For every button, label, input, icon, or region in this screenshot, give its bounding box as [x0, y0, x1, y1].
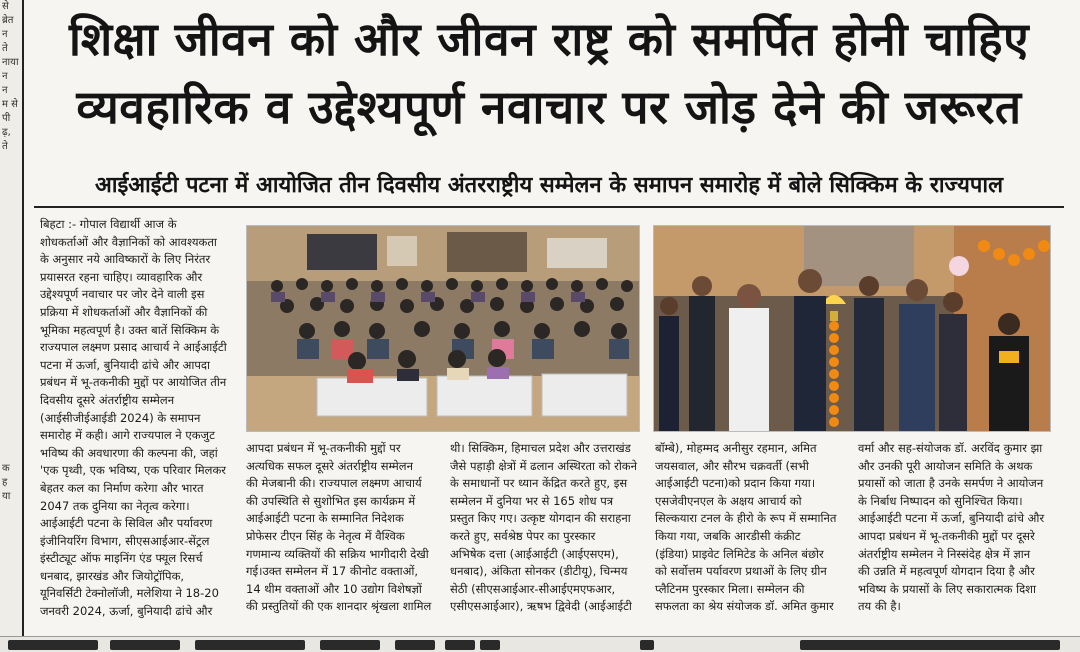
article-line: थी। सिक्किम, हिमाचल प्रदेश और उत्तराखंड: [450, 441, 631, 455]
strip-fragment: ते: [2, 43, 8, 54]
article-line: जयसवाल, और सौरभ चक्रवर्ती (सभी: [655, 458, 809, 473]
article-line: वर्मा और सह-संयोजक डॉ. अरविंद कुमार झा: [858, 441, 1043, 455]
article-line: सफलता का श्रेय संयोजक डॉ. अमित कुमार: [655, 599, 834, 614]
article-column-2: [246, 440, 441, 634]
strip-fragment: न: [2, 85, 8, 96]
strip-fragment: [2, 308, 22, 322]
strip-fragment: [2, 448, 22, 462]
article-line: शोधकर्ताओं और वैज्ञानिकों को आवश्यकता: [40, 234, 217, 249]
article-line: एसजेवीएनएल के अक्षय आचार्य को: [655, 493, 802, 508]
subheadline: आईआईटी पटना में आयोजित तीन दिवसीय अंतरराष्ट्रीय सम्मेलन के समापन समारोह में बोले सिक्किम के राज्यपाल: [95, 173, 1003, 198]
article-line: आईआईटी पटना के सम्मानित निदेशक: [246, 511, 404, 526]
headline-rule: [34, 206, 1064, 208]
article-line: प्रस्तुत किए गए। उत्कृष्ट योगदान की सराहना: [450, 511, 631, 526]
strip-fragment: न: [2, 29, 8, 40]
strip-fragment: [2, 210, 22, 224]
strip-fragment: न: [2, 71, 8, 82]
article-line: (आईसीजीईआईडी 2024) के समापन: [40, 410, 201, 425]
article-line: प्रयासों को जाता है उनके समर्पण ने आयोजन: [858, 476, 1044, 491]
article-line: बिहटा :- गोपाल विद्यार्थी आज के: [40, 217, 177, 231]
article-line: उद्देश्यपूर्ण नवाचार पर जोर देने वाली इस: [40, 287, 205, 302]
strip-fragment: ढ़,: [2, 127, 11, 138]
audience-photo: [246, 225, 640, 432]
article-line: बेहतर कल का निर्माण करेगा और भारत: [40, 480, 204, 495]
audience-photo-illustration: [247, 226, 639, 431]
strip-fragment: [2, 168, 22, 182]
article-line: भूमिका महत्वपूर्ण है। उक्त बातें सिक्किम के: [40, 322, 220, 337]
article-line: सेठी (सीएसआईआर-सीआईएमएफआर,: [450, 581, 616, 596]
article-line: धनबाद), अंकिता सोनकर (डीटीयू), चिन्मय: [450, 564, 628, 579]
strip-fragment: [2, 252, 22, 266]
lamp-lighting-illustration: [654, 226, 1050, 431]
article-line: 2047 तक दुनिया का नेतृत्व करेगा।: [40, 498, 190, 513]
strip-fragment: [2, 434, 22, 448]
article-line: अत्यधिक सफल दूसरे अंतर्राष्ट्रीय सम्मेलन: [246, 458, 413, 473]
article-line: सम्मेलन में दुनिया भर से 165 शोध पत्र: [450, 493, 614, 508]
article-line: धनबाद, झारखंड और जियोट्रॉपिक,: [40, 568, 185, 583]
article-line: आईआईटी पटना में ऊर्जा, बुनियादी ढांचे और: [858, 511, 1045, 526]
article-line: बॉम्बे), मोहम्मद अनीसुर रहमान, अमित: [655, 441, 817, 455]
article-line: गई।उक्त सम्मेलन में 17 कीनोट वक्ताओं,: [246, 564, 419, 579]
strip-fragment: [2, 280, 22, 294]
article-line: 'एक पृथ्वी, एक भविष्य, एक परिवार मिलकर: [40, 463, 227, 478]
strip-fragment: या: [2, 491, 11, 502]
strip-fragment: ब्रेत: [2, 15, 14, 26]
article-line: सिल्कयारा टनल के हीरो के रूप में सम्मानित: [655, 511, 837, 526]
article-line: एसीएसआईआर), ऋषभ द्विवेदी (आईआईटी: [450, 599, 632, 614]
article-column-4: [655, 440, 850, 634]
article-line: आईआईटी पटना)को प्रदान किया गया।: [655, 476, 816, 491]
article-line: के निर्बाध निष्पादन को सुनिश्चित किया।: [858, 493, 1023, 508]
strip-fragment: [2, 322, 22, 336]
article-line: यूनिवर्सिटी टेक्नोलॉजी, मलेशिया ने 18-20: [40, 586, 219, 601]
strip-fragment: ह: [2, 477, 8, 488]
article-line: और उनकी पूरी आयोजन समिति के अथक: [858, 458, 1033, 473]
article-line: आईआईटी पटना के सिविल और पर्यावरण: [40, 516, 213, 531]
article-line: की उन्नति में महत्वपूर्ण योगदान दिया है और: [858, 564, 1035, 579]
strip-fragment: [2, 392, 22, 406]
article-line: समारोह में कही। आगे राज्यपाल ने एकजुट: [40, 428, 215, 443]
strip-fragment: [2, 224, 22, 238]
article-line: के अनुसार नये आविष्कारों के लिए निरंतर: [40, 252, 211, 267]
article-line: इंस्टीट्यूट ऑफ माइनिंग एंड फ्यूल रिसर्च: [40, 551, 203, 566]
article-line: की मेजबानी की। राज्यपाल लक्ष्मण आचार्य: [246, 476, 422, 491]
next-headline-fragment: [0, 636, 1080, 652]
article-line: अभिषेक दत्ता (आईआईटी (आईएसएम),: [450, 546, 619, 561]
article-column-5: [858, 440, 1054, 634]
strip-fragment: म से: [2, 99, 18, 110]
strip-fragment: [2, 266, 22, 280]
adjacent-article-strip: [0, 0, 24, 636]
article-line: प्रक्रिया में शोधकर्ताओं और वैज्ञानिकों की: [40, 304, 208, 319]
strip-fragment: [2, 350, 22, 364]
strip-fragment: [2, 294, 22, 308]
strip-fragment: [2, 154, 22, 168]
strip-fragment: [2, 420, 22, 434]
article-line: आपदा प्रबंधन में भू-तकनीकी मुद्दों पर: [246, 441, 401, 455]
headline-line-2: व्यवहारिक व उद्देश्यपूर्ण नवाचार पर जोड़ देने की जरूरत: [76, 80, 1022, 134]
article-line: राज्यपाल लक्ष्मण प्रसाद आचार्य ने आईआईटी: [40, 340, 227, 355]
strip-fragment: [2, 238, 22, 252]
strip-fragment: [2, 196, 22, 210]
article-line: प्रबंधन में भू-तकनीकी मुद्दों पर आयोजित तीन: [40, 375, 227, 390]
article-line: भविष्य की अवधारणा की कल्पना की, जहां: [40, 445, 218, 460]
article-line: प्रयासरत रहना चाहिए। व्यावहारिक और: [40, 269, 203, 284]
article-line: प्रोफेसर टीएन सिंह के नेतृत्व में वैश्विक: [246, 528, 405, 543]
article-line: भविष्य के प्रयासों के लिए सकारात्मक दिशा: [858, 581, 1036, 596]
article-line: की प्रस्तुतियों की एक शानदार श्रृंखला शामिल: [246, 599, 432, 614]
strip-fragment: [2, 406, 22, 420]
strip-fragment: पी: [2, 113, 11, 124]
strip-fragment: क: [2, 463, 10, 474]
article-line: की उपस्थिति से सुशोभित इस कार्यक्रम में: [246, 493, 416, 508]
article-line: अंतर्राष्ट्रीय सम्मेलन ने निस्संदेह क्षेत्र में ज्ञान: [858, 546, 1031, 561]
strip-fragment: नाया: [2, 57, 19, 68]
strip-fragment: [2, 336, 22, 350]
article-line: किया गया, जबकि आरडीसी कंक्रीट: [655, 528, 801, 543]
headline-line-1: शिक्षा जीवन को और जीवन राष्ट्र को समर्पित होनी चाहिए: [68, 12, 1030, 66]
article-line: 14 थीम वक्ताओं और 10 उद्योग विशेषज्ञों: [246, 581, 422, 596]
article-line: पटना में ऊर्जा, बुनियादी ढांचे और आपदा: [40, 357, 210, 372]
strip-fragment: [2, 378, 22, 392]
article-line: इंजीनियरिंग विभाग, सीएसआईआर-सेंट्रल: [40, 533, 210, 548]
article-line: जनवरी 2024, ऊर्जा, बुनियादी ढांचे और: [40, 604, 213, 619]
lamp-lighting-photo: [653, 225, 1051, 432]
article-line: को सर्वोत्तम पर्यावरण प्रथाओं के लिए ग्रीन: [655, 564, 827, 579]
article-line: (इंडिया) प्राइवेट लिमिटेड के अनिल बंछोर: [655, 546, 824, 561]
strip-fragment: से: [2, 1, 9, 12]
article-line: आपदा प्रबंधन में भू-तकनीकी मुद्दों पर दूसरे: [858, 528, 1035, 543]
strip-fragment: [2, 364, 22, 378]
article-column-3: [450, 440, 645, 634]
strip-fragment: [2, 182, 22, 196]
strip-fragment: ते: [2, 141, 8, 152]
article-line: दिवसीय दूसरे अंतर्राष्ट्रीय सम्मेलन: [40, 392, 175, 407]
article-line: करते हुए, सर्वश्रेष्ठ पेपर का पुरस्कार: [450, 528, 596, 543]
article-line: जैसे पहाड़ी क्षेत्रों में ढलान अस्थिरता को रोकने: [450, 458, 638, 473]
article-line: तय की है।: [858, 599, 901, 614]
article-line: गणमान्य व्यक्तियों की सक्रिय भागीदारी देखी: [246, 546, 429, 561]
article-line: प्लैटिनम पुरस्कार मिला। सम्मेलन की: [655, 581, 805, 596]
article-column-1: [40, 216, 236, 636]
article-line: के समाधानों पर ध्यान केंद्रित करते हुए, इस: [450, 476, 628, 491]
